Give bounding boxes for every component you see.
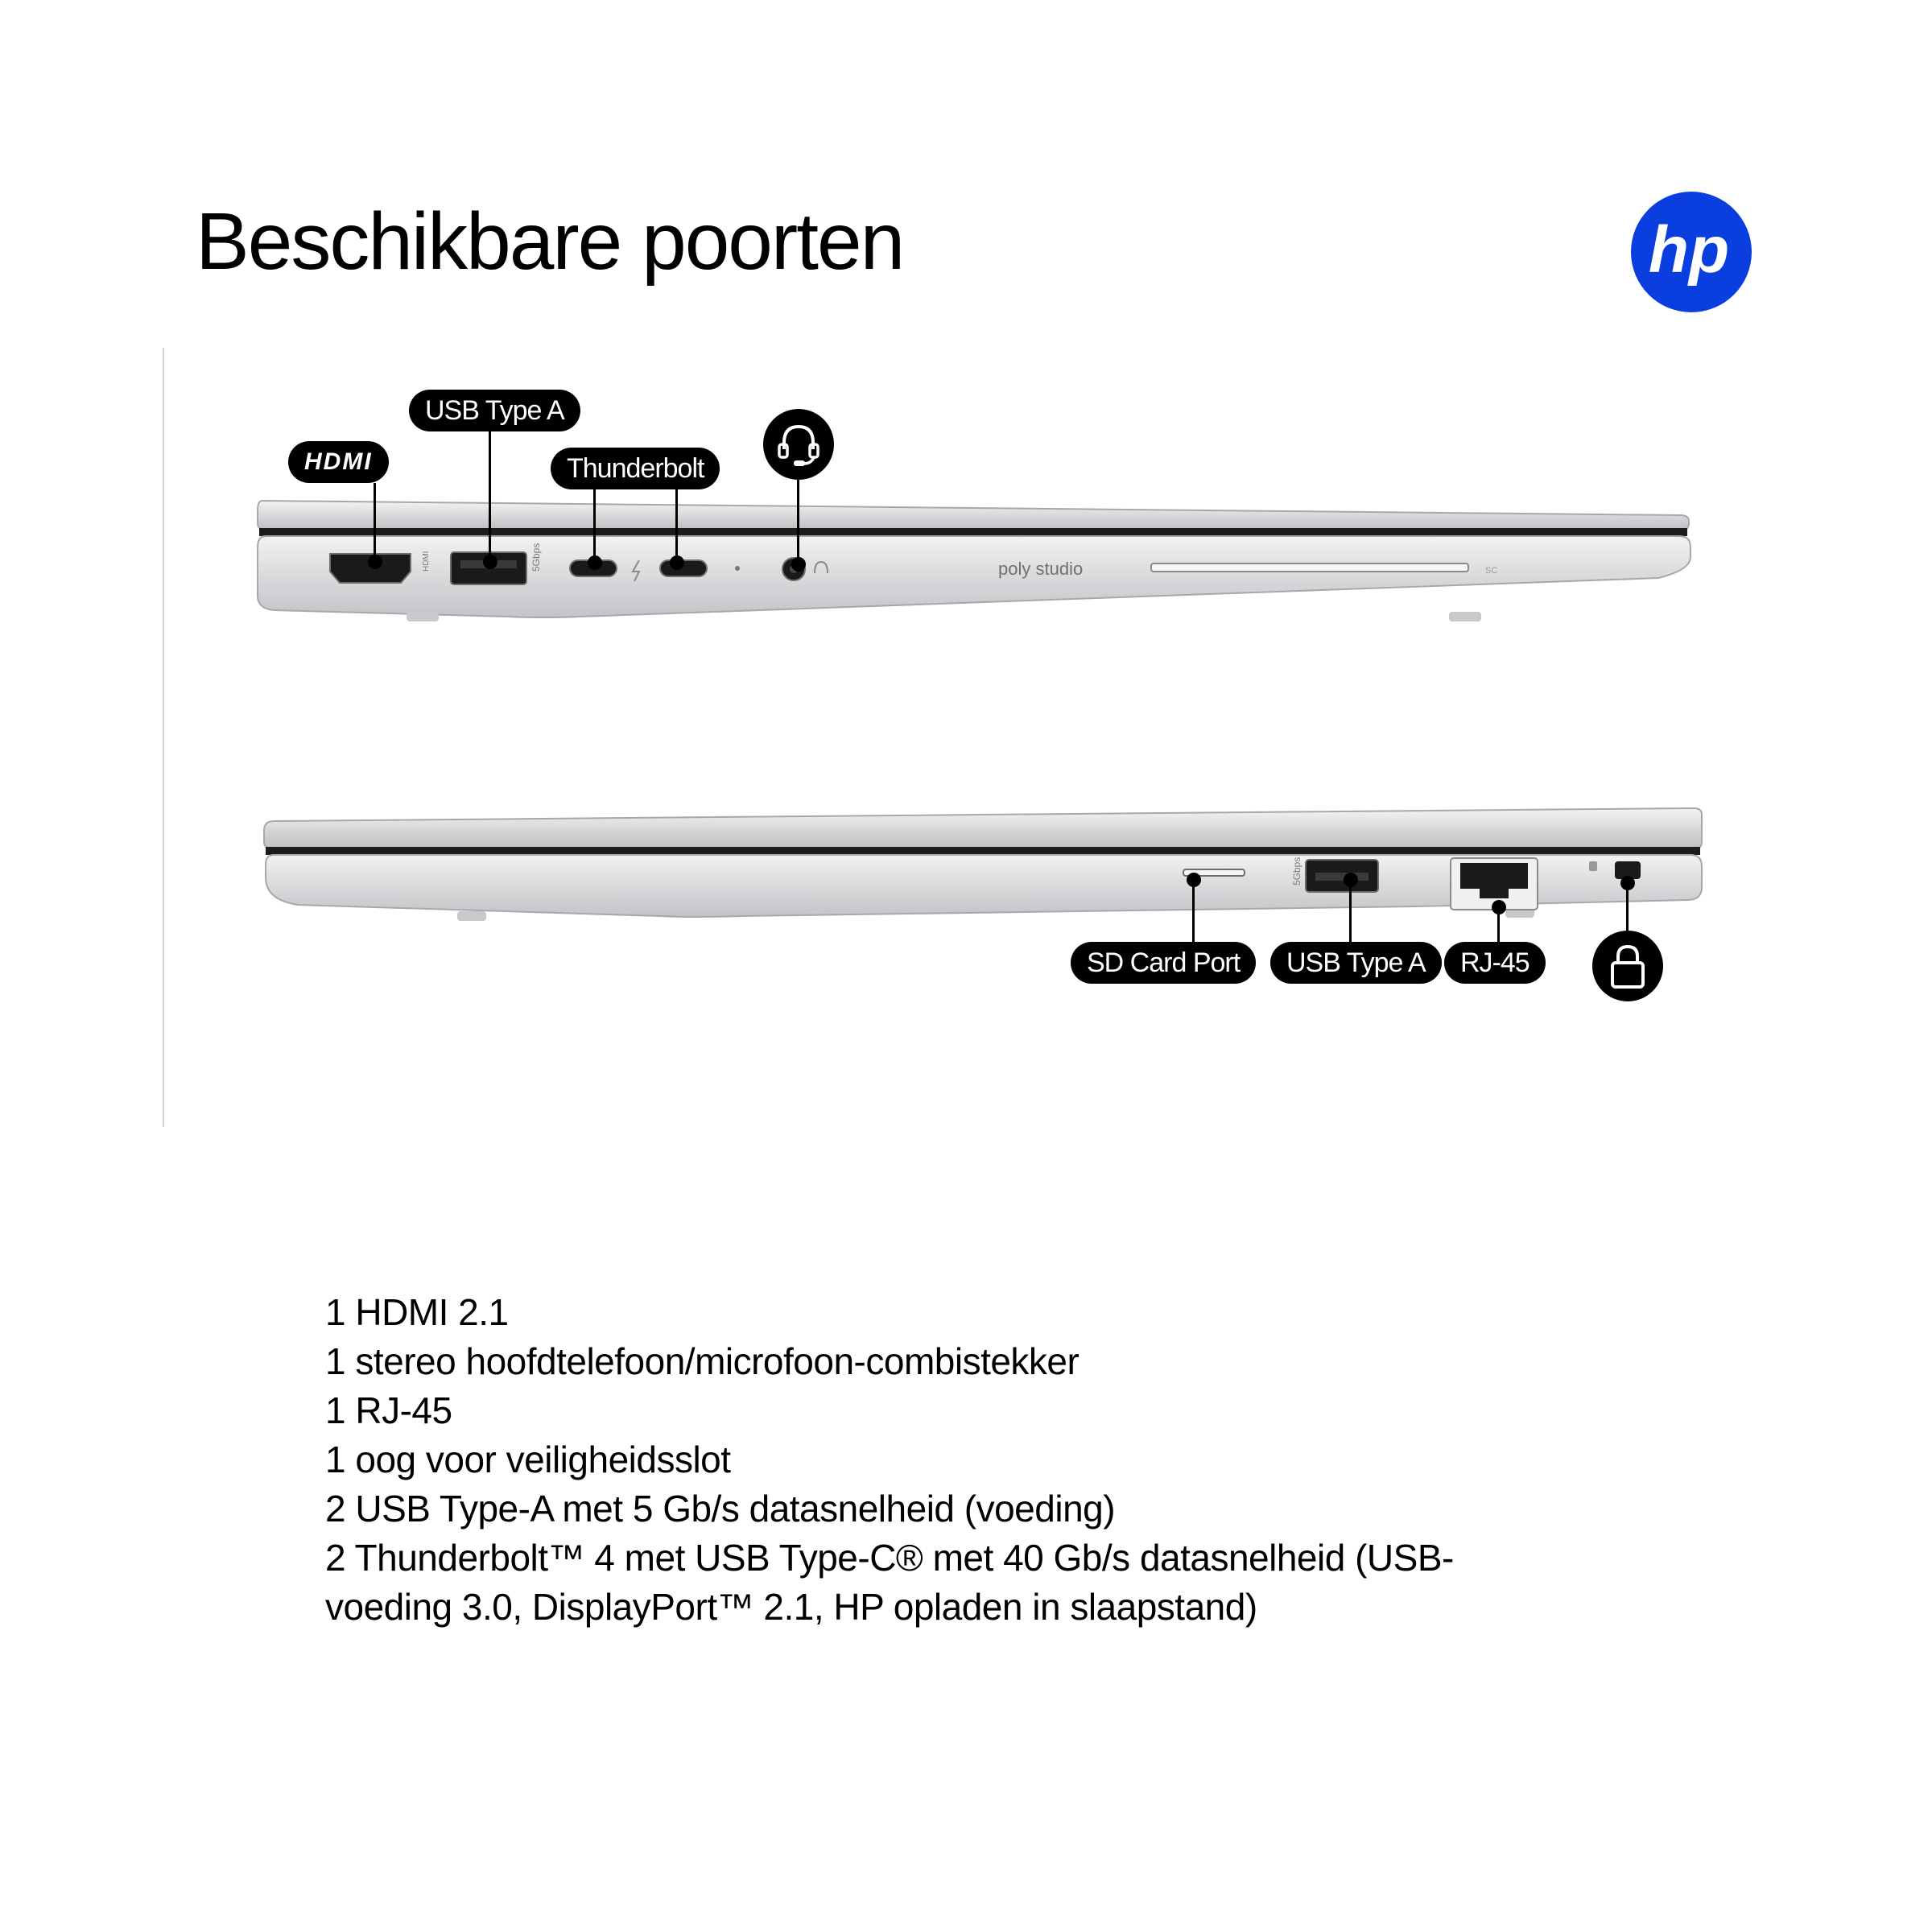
- leader-thunderbolt-1: [593, 489, 596, 562]
- spec-line: 1 oog voor veiligheidsslot: [325, 1439, 731, 1480]
- leader-dot-hdmi: [368, 555, 382, 569]
- leader-headset: [797, 480, 799, 564]
- leader-sd-card: [1192, 879, 1195, 943]
- spec-line: 1 RJ-45: [325, 1389, 452, 1431]
- leader-dot-thunderbolt-2: [670, 555, 684, 570]
- spec-line: 1 stereo hoofdtelefoon/microfoon-combistekker: [325, 1340, 1080, 1382]
- laptop-right-side-view: [242, 797, 1707, 934]
- leader-dot-headset: [791, 557, 806, 572]
- leader-lock: [1626, 882, 1629, 931]
- leader-usb-a-left: [489, 431, 491, 560]
- label-rj-45: RJ-45: [1444, 942, 1546, 984]
- lock-icon: [1592, 931, 1663, 1001]
- label-usb-type-a-right: USB Type A: [1270, 942, 1442, 984]
- divider-line: [163, 348, 164, 1127]
- spec-line: 1 HDMI 2.1: [325, 1291, 509, 1333]
- poly-studio-branding: poly studio: [998, 559, 1084, 579]
- page-title: Beschikbare poorten: [196, 196, 904, 287]
- hdmi-mark: HDMI: [422, 551, 431, 572]
- leader-dot-thunderbolt-1: [588, 555, 602, 570]
- label-usb-type-a-left: USB Type A: [409, 390, 580, 431]
- sc-mark: SC: [1485, 566, 1498, 576]
- ports-spec-list: [325, 1288, 1613, 1632]
- leader-hdmi: [374, 483, 376, 560]
- svg-text:5Gbps: 5Gbps: [530, 543, 542, 572]
- label-sd-card-port: SD Card Port: [1071, 942, 1256, 984]
- label-thunderbolt: Thunderbolt: [551, 448, 720, 489]
- svg-text:5Gbps: 5Gbps: [1291, 857, 1302, 886]
- spec-line: voeding 3.0, DisplayPort™ 2.1, HP opladen in slaapstand): [325, 1586, 1257, 1628]
- hp-logo-text: hp: [1648, 213, 1730, 287]
- spec-line: 2 Thunderbolt™ 4 met USB Type-C® met 40 Gb/s datasnelheid (USB-: [325, 1537, 1454, 1579]
- spec-line: 2 USB Type-A met 5 Gb/s datasnelheid (voeding): [325, 1488, 1116, 1530]
- hp-logo: [1631, 192, 1752, 312]
- leader-dot-usb-a-left: [483, 555, 497, 569]
- headset-icon: [763, 409, 834, 480]
- label-hdmi: HDMI: [288, 441, 389, 483]
- leader-thunderbolt-2: [675, 489, 678, 562]
- leader-usb-a-right: [1349, 879, 1352, 943]
- laptop-left-side-view: [242, 483, 1707, 644]
- leader-rj45: [1497, 906, 1500, 943]
